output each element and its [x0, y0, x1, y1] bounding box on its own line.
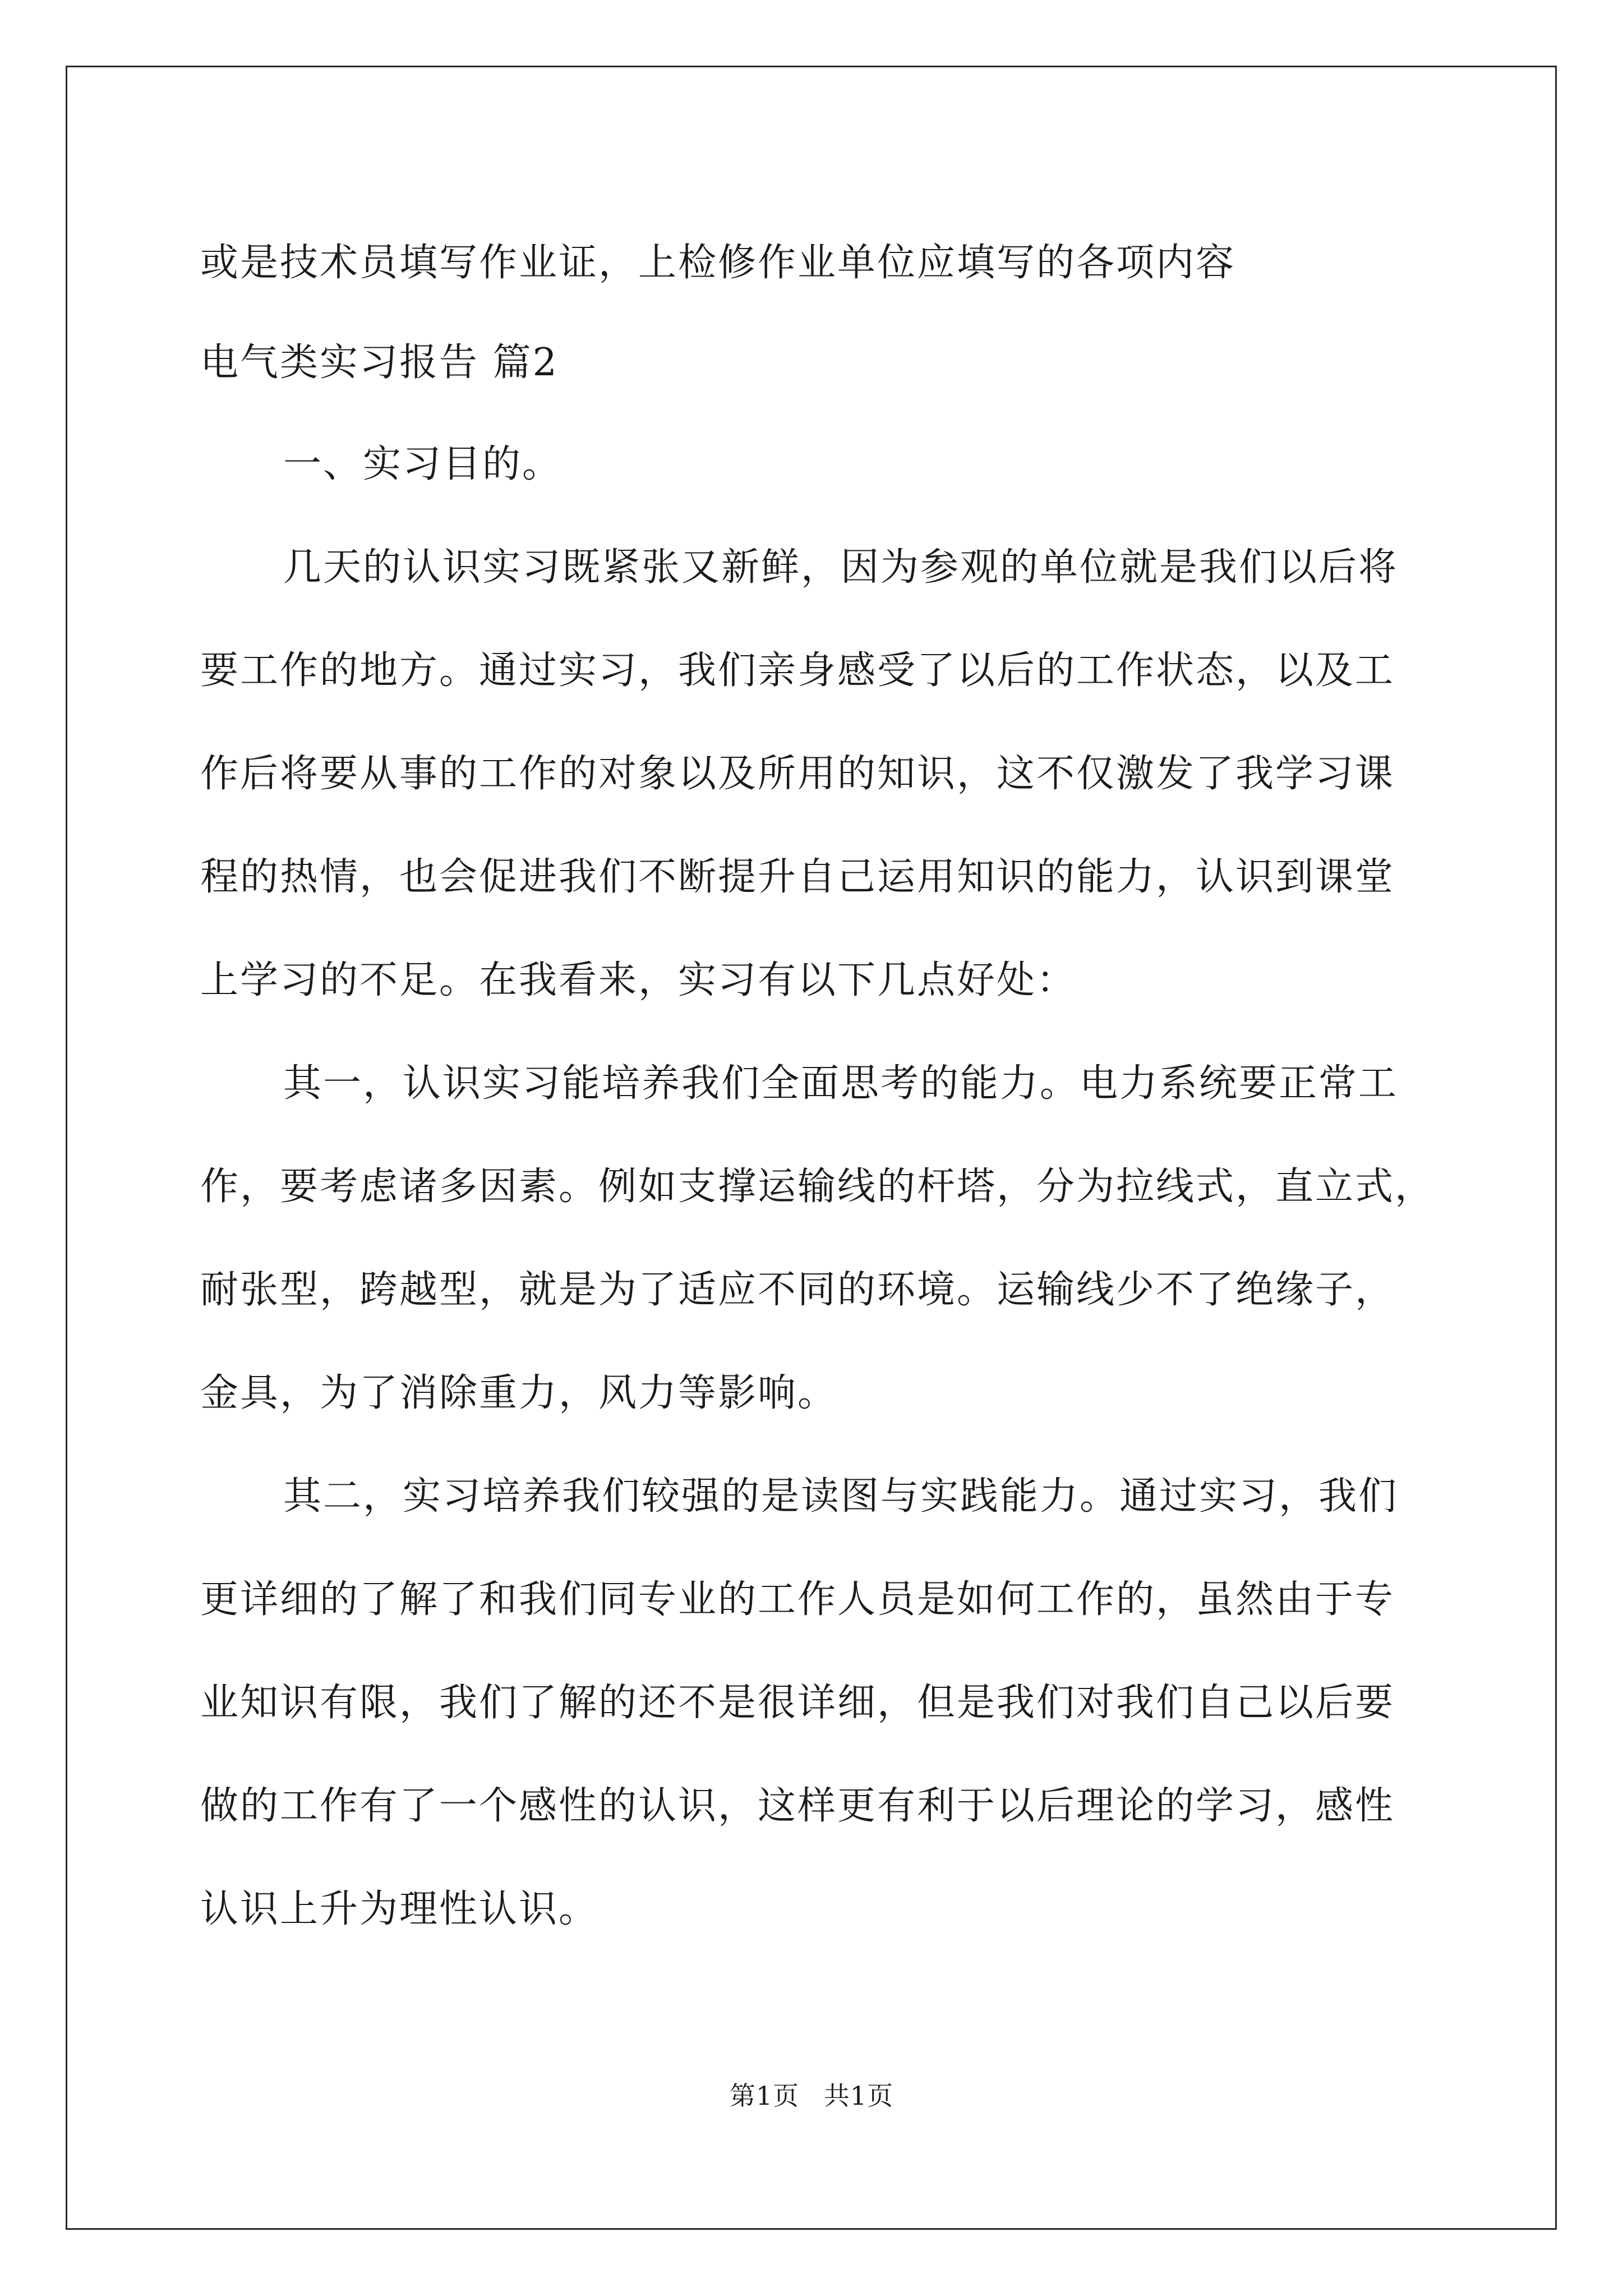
paragraph-line: 其一，认识实习能培养我们全面思考的能力。电力系统要正常工 [283, 1061, 1399, 1106]
paragraph-line: 要工作的地方。通过实习，我们亲身感受了以后的工作状态，以及工 [200, 648, 1395, 693]
paragraph-line: 金具，为了消除重力，风力等影响。 [200, 1371, 838, 1415]
paragraph-line: 作后将要从事的工作的对象以及所用的知识，这不仅激发了我学习课 [200, 752, 1395, 796]
paragraph-line: 上学习的不足。在我看来，实习有以下几点好处： [200, 958, 1077, 1002]
paragraph-line: 耐张型，跨越型，就是为了适应不同的环境。运输线少不了绝缘子， [200, 1268, 1395, 1312]
paragraph-line: 更详细的了解了和我们同专业的工作人员是如何工作的，虽然由于专 [200, 1577, 1395, 1622]
paragraph-line: 做的工作有了一个感性的认识，这样更有利于以后理论的学习，感性 [200, 1784, 1395, 1828]
paragraph-line: 程的热情，也会促进我们不断提升自己运用知识的能力，认识到课堂 [200, 855, 1395, 899]
page-total: 共1页 [823, 2081, 894, 2111]
document-body [200, 213, 1462, 1961]
paragraph-line: 认识上升为理性认识。 [200, 1887, 599, 1931]
paragraph-line: 其二，实习培养我们较强的是读图与实践能力。通过实习，我们 [283, 1474, 1399, 1519]
paragraph-line: 业知识有限，我们了解的还不是很详细，但是我们对我们自己以后要 [200, 1681, 1395, 1725]
page-footer [0, 2076, 1623, 2113]
paragraph-line: 作，要考虑诸多因素。例如支撑运输线的杆塔，分为拉线式，直立式， [200, 1165, 1435, 1209]
subsection-heading: 一、实习目的。 [283, 442, 562, 486]
page-number: 第1页 [729, 2081, 800, 2111]
text-line: 或是技术员填写作业证，上检修作业单位应填写的各项内容 [200, 241, 1236, 285]
section-title: 电气类实习报告 篇2 [200, 341, 559, 385]
paragraph-line: 几天的认识实习既紧张又新鲜，因为参观的单位就是我们以后将 [283, 545, 1399, 590]
